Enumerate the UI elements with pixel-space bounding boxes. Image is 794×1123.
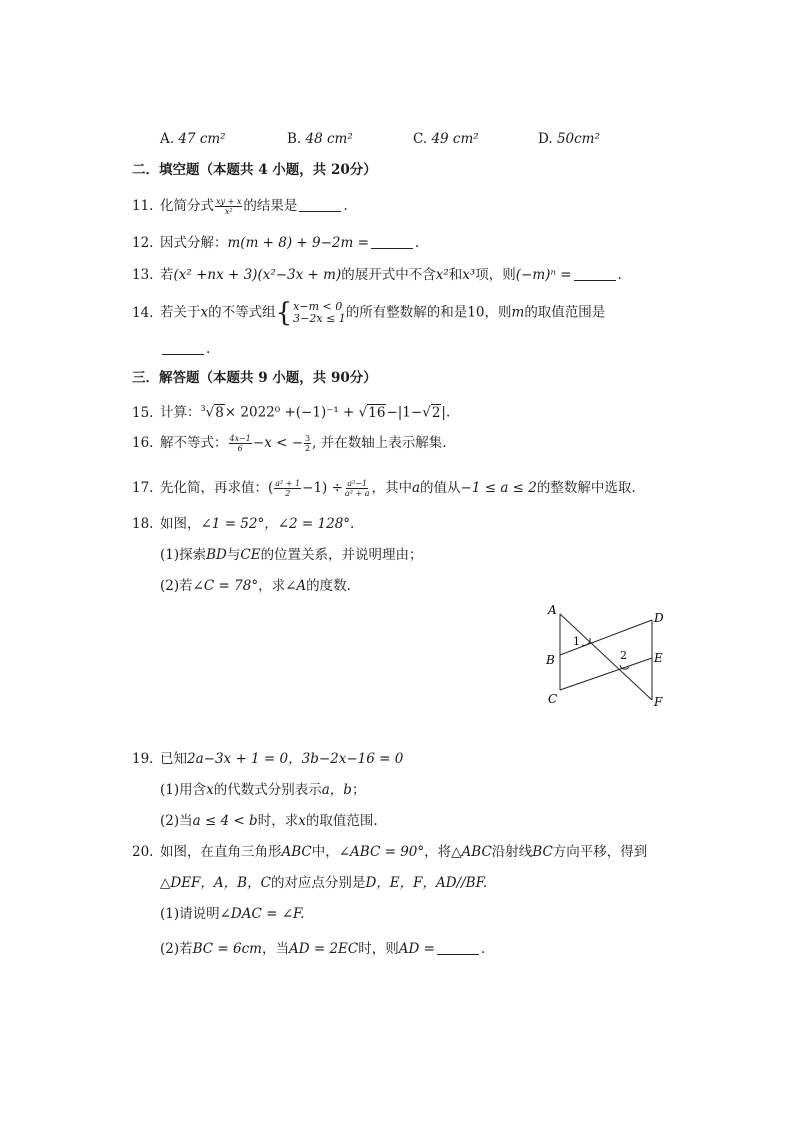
question-number: 15. [132,404,154,421]
q20-p2-expr: BC = 6cm [192,941,262,957]
denominator: 2 [305,444,311,453]
q20-p2-text: (2)若 [160,941,193,957]
fraction [304,434,311,453]
q17-text: 先化简，再求值：( [160,480,274,496]
question-20-part-2 [160,940,485,958]
q18-p2-text-3: 的度数. [306,578,351,594]
question-18-part-1 [160,546,423,564]
q14-text-4: 的取值范围是 [524,304,606,321]
q13-text-2: 的展开式中不含 [341,267,436,283]
system-row-1: x−m < 0 [293,300,343,313]
answer-blank[interactable] [299,199,341,212]
q20-text-2: 中， [311,844,339,860]
numerator: a²−1 [347,479,368,488]
question-number: 13. [132,267,154,283]
q14-text-3: 的所有整数解的和是10，则 [345,304,512,321]
line-af [560,614,652,700]
q19-p2-text: (2)当 [160,813,193,829]
point-b-label: B [546,653,555,667]
q20-end: . [480,941,486,957]
inequality-system [276,300,346,326]
brace-icon: { [275,298,293,328]
question-number: 14. [132,304,154,321]
q20-angle: ∠ABC = 90° [338,844,425,860]
q15-expression: × 2022⁰ +(−1)⁻¹ + [224,404,359,421]
q19-p1-text-2: 的代数式分别表示 [213,782,322,798]
q20-text-5: 方向平移，得到 [552,844,648,860]
question-number: 20. [132,844,154,860]
q15-end: |. [441,404,451,421]
root-index: 3 [200,404,206,413]
question-14 [132,300,605,326]
q19-p1-end: ； [351,782,366,798]
question-number: 19. [132,751,154,767]
q14-end: . [206,341,211,357]
question-17 [132,479,636,498]
question-11 [132,197,348,216]
radical-icon: √ [358,404,368,421]
radical-icon: √ [422,404,431,421]
q18-p2-text: (2)若 [160,578,193,594]
fraction [215,197,242,216]
q13-text: 若 [160,267,174,283]
q20-triangle: ABC [281,844,312,860]
question-18 [132,515,354,533]
q17-range: −1 ≤ a ≤ 2 [460,480,537,496]
denominator: a² + a [344,489,370,498]
q18-p1-text-3: 的位置关系，并说明理由； [260,547,423,563]
q19-p1-vars: a，b [321,782,352,798]
angle-2-label: 2 [620,649,627,662]
answer-blank[interactable] [371,236,413,249]
q19-p2-text-3: 的取值范围. [305,813,378,829]
q19-p1-text: (1)用含 [160,782,207,798]
line-ce [560,658,652,690]
numerator: xy + x [216,197,242,206]
q20-points: △DEF，A，B，C [160,875,271,891]
point-f-label: F [654,695,663,709]
q20-p1-expr: ∠DAC = ∠F. [219,906,305,922]
q13-term-1: x² [435,267,449,283]
q18-expression: ∠1 = 52°，∠2 = 128°. [200,516,355,532]
question-20-line-2 [160,874,487,892]
q18-p1-text: (1)探索 [160,547,207,563]
q18-p2-angle: ∠C = 78° [192,578,259,594]
angle-1-label: 1 [573,635,580,648]
denominator: x² [224,207,233,216]
q14-text: 若关于 [160,304,201,321]
q11-end: . [343,198,348,214]
radicand: 8 [215,404,224,421]
q20-text-6: 的对应点分别是 [270,875,366,891]
question-18-part-2 [160,577,351,595]
q20-p1-text: (1)请说明 [160,906,220,922]
q17-var: a [411,480,421,496]
q19-expression: 2a−3x + 1 = 0，3b−2x−16 = 0 [187,751,404,767]
q13-end: . [617,267,622,283]
q17-expression: −1) ÷ [302,480,343,496]
q20-p2-text-2: ，当 [261,941,289,957]
question-19-part-2 [160,812,378,830]
q20-p2-text-3: 时，则 [358,941,399,957]
q17-text-4: 的整数解中选取. [536,480,636,496]
question-13 [132,266,622,284]
option-b [287,130,353,148]
question-number: 16. [132,435,154,451]
question-number: 17. [132,480,154,496]
option-value: 50cm² [556,131,600,147]
q18-p2-angle-2: ∠A [285,578,307,594]
q13-expression-2: (−m)ⁿ = [515,267,572,283]
q20-text-3: ，将 [424,844,452,860]
option-letter: A. [160,131,175,147]
question-19 [132,750,403,768]
q12-end: . [414,235,420,251]
q15-expression-2: −|1− [386,404,423,421]
q20-text-4: 沿射线 [491,844,533,860]
option-a [160,130,226,148]
q18-p1-seg: BD [206,547,227,563]
question-number: 11. [132,198,154,214]
q14-var: x [200,304,209,321]
q17-text-2: ，其中 [371,480,412,496]
question-15 [132,400,450,422]
q20-ray: BC [532,844,553,860]
q18-p1-text-2: 与 [226,547,241,563]
option-letter: C. [413,131,428,147]
q19-p2-cond: a ≤ 4 < b [192,813,258,829]
denominator: 2 [285,489,291,498]
fraction [229,434,252,453]
q13-text-3: 项，则 [475,267,516,283]
q11-text-2: 的结果是 [243,198,298,214]
question-16 [132,434,447,453]
question-20 [132,843,647,861]
q19-p2-var: x [298,813,306,829]
q17-text-3: 的值从 [420,480,461,496]
system-row-2: 3−2x ≤ 1 [293,312,346,325]
option-letter: D. [538,131,553,147]
question-14-answer [160,340,210,358]
radical-icon: √ [205,404,215,421]
option-letter: B. [287,131,302,147]
q16-text-2: , 并在数轴上表示解集. [312,435,447,451]
section-3-title: 三．解答题（本题共 9 小题，共 90分） [132,370,377,386]
denominator: 6 [237,444,243,453]
q12-text: 因式分解： [160,235,228,251]
option-value: 49 cm² [431,131,479,147]
q16-text: 解不等式： [160,435,228,451]
q20-points-2: D，E，F，AD//BF. [365,875,488,891]
q16-expression: −x < − [252,435,304,451]
answer-blank[interactable] [574,268,616,281]
q15-text: 计算： [160,404,201,421]
q20-p2-expr-3: AD = [398,941,435,957]
q20-triangle-2: △ABC [451,844,492,860]
q11-text: 化简分式 [160,198,214,214]
fraction [344,479,371,498]
answer-blank[interactable] [437,942,479,955]
option-value: 47 cm² [178,131,226,147]
figure-18 [536,598,676,713]
q19-p2-text-2: 时，求 [257,813,299,829]
q20-text: 如图，在直角三角形 [160,844,282,860]
question-20-part-1 [160,905,305,923]
question-12 [132,234,419,252]
q18-p1-seg-2: CE [240,547,261,563]
option-d [538,130,600,148]
point-e-label: E [654,651,663,665]
radicand: 2 [431,404,441,421]
numerator: 4x−1 [229,434,251,443]
q13-and: 和 [448,267,463,283]
q13-expression: (x² +nx + 3)(x²−3x + m) [173,267,342,283]
section-2-title: 二．填空题（本题共 4 小题，共 20分） [132,162,377,178]
q12-expression: m(m + 8) + 9−2m = [227,235,369,251]
fraction [274,479,301,498]
option-value: 48 cm² [305,131,353,147]
q18-p2-text-2: ，求 [258,578,286,594]
q19-text: 已知 [160,751,187,767]
point-a-label: A [548,603,557,617]
question-19-part-1 [160,781,365,799]
point-d-label: D [654,611,664,625]
question-number: 18. [132,516,154,532]
answer-blank[interactable] [162,342,204,355]
q13-term-2: x³ [462,267,476,283]
numerator: 3 [305,434,311,443]
q19-var: x [206,782,214,798]
point-c-label: C [548,692,558,706]
q18-text: 如图， [160,516,201,532]
q14-m: m [511,304,525,321]
option-c [413,130,479,148]
radicand: 16 [368,404,386,421]
q14-text-2: 的不等式组 [208,304,276,321]
q20-p2-expr-2: AD = 2EC [288,941,359,957]
question-number: 12. [132,235,154,251]
numerator: a² + 1 [275,479,301,488]
